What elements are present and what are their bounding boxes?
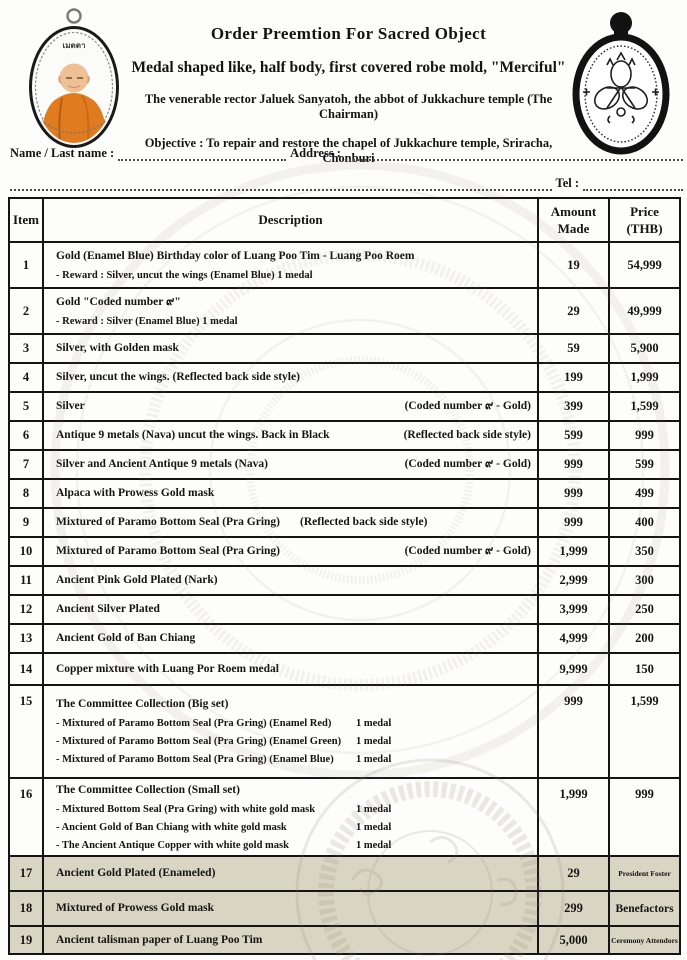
table-row	[9, 288, 680, 334]
description-text: Ancient Silver Plated	[56, 603, 160, 615]
table-row	[9, 926, 680, 954]
sub-item-quantity: 1 medal	[356, 803, 392, 815]
description-cell	[43, 595, 538, 624]
item-number: 16	[9, 778, 43, 856]
amount-made-value: 999	[538, 685, 609, 778]
item-number: 13	[9, 624, 43, 653]
address-field-line-2	[10, 186, 552, 191]
price-value: 150	[609, 653, 680, 685]
item-number: 3	[9, 334, 43, 363]
table-row	[9, 685, 680, 778]
description-text: Silver	[56, 400, 85, 412]
item-number: 15	[9, 685, 43, 778]
table-row	[9, 566, 680, 595]
description-cell	[43, 926, 538, 954]
item-number: 10	[9, 537, 43, 566]
col-header-description: Description	[43, 198, 538, 242]
address-label: Address :	[290, 146, 341, 160]
price-value: 250	[609, 595, 680, 624]
description-text: The Committee Collection (Small set)	[56, 783, 240, 796]
item-number: 7	[9, 450, 43, 479]
price-value: 1,599	[609, 685, 680, 778]
item-number: 8	[9, 479, 43, 508]
chairman-line: The venerable rector Jaluek Sanyatoh, the abbot of Jukkachure temple (The Chairman)	[144, 92, 553, 121]
description-note: (Reflected back side style)	[403, 429, 531, 441]
description-cell	[43, 288, 538, 334]
table-row	[9, 508, 680, 537]
description-cell	[43, 421, 538, 450]
tel-field-line	[583, 186, 683, 191]
table-row	[9, 334, 680, 363]
item-number: 6	[9, 421, 43, 450]
price-value: Ceremony Attendors	[609, 926, 680, 954]
price-value: 200	[609, 624, 680, 653]
description-note: (Coded number ๙ - Gold)	[404, 458, 531, 470]
sub-item-line: - Mixtured of Paramo Bottom Seal (Pra Gring) (Enamel Blue) 1 medal	[56, 754, 392, 765]
description-text: Mixtured of Paramo Bottom Seal (Pra Gring)	[56, 545, 280, 557]
item-number: 14	[9, 653, 43, 685]
sub-item-line: - Mixtured of Paramo Bottom Seal (Pra Gring) (Enamel Green) 1 medal	[56, 736, 392, 747]
description-text: Alpaca with Prowess Gold mask	[56, 487, 215, 499]
address-field-line	[345, 156, 683, 161]
medal-subtitle: Medal shaped like, half body, first covered robe mold, "Merciful"	[131, 59, 566, 76]
description-cell	[43, 566, 538, 595]
table-row	[9, 856, 680, 891]
table-header-row	[9, 198, 680, 242]
description-cell	[43, 508, 538, 537]
price-value: 54,999	[609, 242, 680, 288]
description-text: Ancient Pink Gold Plated (Nark)	[56, 574, 218, 586]
sub-item-quantity: 1 medal	[356, 718, 392, 729]
description-text: Copper mixture with Luang Por Roem medal	[56, 662, 279, 675]
sub-item-line: - Ancient Gold of Ban Chiang with white gold mask 1 medal	[56, 821, 392, 833]
item-number: 2	[9, 288, 43, 334]
address2-tel-line	[10, 176, 683, 191]
description-cell	[43, 778, 538, 856]
table-row	[9, 537, 680, 566]
sub-item-line: - Mixtured Bottom Seal (Pra Gring) with white gold mask 1 medal	[56, 803, 392, 815]
amount-made-value: 1,999	[538, 537, 609, 566]
amount-made-value: 9,999	[538, 653, 609, 685]
name-label: Name / Last name :	[10, 146, 115, 160]
description-text: Silver, with Golden mask	[56, 342, 179, 354]
medal-ring-icon	[68, 10, 81, 23]
description-cell	[43, 653, 538, 685]
description-text: Antique 9 metals (Nava) uncut the wings. Back in Black	[56, 429, 330, 441]
description-cell	[43, 537, 538, 566]
amount-made-value: 999	[538, 450, 609, 479]
amount-made-value: 59	[538, 334, 609, 363]
col-header-amount: Amount Made	[538, 198, 609, 242]
page-title: Order Preemtion For Sacred Object	[210, 24, 487, 43]
table-row	[9, 242, 680, 288]
description-cell	[43, 624, 538, 653]
description-text: Ancient Gold Plated (Enameled)	[56, 867, 216, 879]
sub-item-line: - Mixtured of Paramo Bottom Seal (Pra Gring) (Enamel Red) 1 medal	[56, 718, 392, 729]
price-value: President Foster	[609, 856, 680, 891]
description-cell	[43, 891, 538, 926]
objective-line: Objective : To repair and restore the chapel of Jukkachure temple, Sriracha, Chonburi	[144, 136, 553, 165]
col-header-item: Item	[9, 198, 43, 242]
description-text: Gold "Coded number ๙"	[56, 295, 181, 308]
item-number: 17	[9, 856, 43, 891]
description-text: Silver and Ancient Antique 9 metals (Nava)	[56, 458, 268, 470]
table-row	[9, 624, 680, 653]
item-number: 9	[9, 508, 43, 537]
amount-made-value: 299	[538, 891, 609, 926]
table-row	[9, 595, 680, 624]
description-note: (Coded number ๙ - Gold)	[404, 400, 531, 412]
name-field-line	[118, 156, 286, 161]
sub-item-quantity: 1 medal	[356, 754, 392, 765]
description-cell	[43, 242, 538, 288]
amount-made-value: 3,999	[538, 595, 609, 624]
table-row	[9, 891, 680, 926]
amount-made-value: 5,000	[538, 926, 609, 954]
table-row	[9, 450, 680, 479]
table-row	[9, 392, 680, 421]
price-value: 49,999	[609, 288, 680, 334]
description-note: (Reflected back side style)	[300, 516, 428, 528]
table-row	[9, 363, 680, 392]
item-number: 1	[9, 242, 43, 288]
amount-made-value: 399	[538, 392, 609, 421]
amount-made-value: 999	[538, 508, 609, 537]
description-cell	[43, 450, 538, 479]
description-cell	[43, 479, 538, 508]
description-text: The Committee Collection (Big set)	[56, 698, 229, 710]
table-row	[9, 421, 680, 450]
price-value: 400	[609, 508, 680, 537]
table-row	[9, 653, 680, 685]
amount-made-value: 999	[538, 479, 609, 508]
price-value: 1,599	[609, 392, 680, 421]
price-value: Benefactors	[609, 891, 680, 926]
price-value: 300	[609, 566, 680, 595]
description-cell	[43, 363, 538, 392]
monk-portrait-medal	[24, 6, 124, 157]
description-cell	[43, 856, 538, 891]
name-address-line	[10, 146, 683, 161]
amount-made-value: 4,999	[538, 624, 609, 653]
description-cell	[43, 392, 538, 421]
amount-made-value: 1,999	[538, 778, 609, 856]
item-number: 11	[9, 566, 43, 595]
sub-item-line: - The Ancient Antique Copper with white gold mask 1 medal	[56, 839, 392, 851]
description-text: Ancient Gold of Ban Chiang	[56, 632, 196, 644]
description-text: Ancient talisman paper of Luang Poo Tim	[56, 933, 263, 946]
price-value: 999	[609, 421, 680, 450]
monk-head	[60, 64, 89, 93]
sub-item-quantity: 1 medal	[356, 821, 392, 833]
col-header-price: Price (THB)	[609, 198, 680, 242]
price-value: 599	[609, 450, 680, 479]
amount-made-value: 29	[538, 856, 609, 891]
item-number: 5	[9, 392, 43, 421]
description-text: Gold (Enamel Blue) Birthday color of Luang Poo Tim - Luang Poo Roem	[56, 249, 415, 262]
description-text: Mixtured of Paramo Bottom Seal (Pra Gring)	[56, 516, 280, 528]
description-cell	[43, 685, 538, 778]
description-cell	[43, 334, 538, 363]
price-table	[8, 197, 681, 955]
price-value: 999	[609, 778, 680, 856]
price-value: 1,999	[609, 363, 680, 392]
description-text: Silver, uncut the wings. (Reflected back side style)	[56, 371, 300, 383]
price-value: 5,900	[609, 334, 680, 363]
amount-made-value: 599	[538, 421, 609, 450]
amount-made-value: 199	[538, 363, 609, 392]
amount-made-value: 29	[538, 288, 609, 334]
item-number: 19	[9, 926, 43, 954]
table-row	[9, 778, 680, 856]
sub-item-quantity: 1 medal	[356, 736, 392, 747]
table-row	[9, 479, 680, 508]
tel-label: Tel :	[555, 176, 579, 190]
medal-inscription: เมตตา	[62, 41, 86, 50]
item-number: 12	[9, 595, 43, 624]
price-value: 350	[609, 537, 680, 566]
temple-seal	[569, 8, 673, 163]
price-value: 499	[609, 479, 680, 508]
description-text: Mixtured of Prowess Gold mask	[56, 902, 215, 914]
sub-item-line: - Reward : Silver (Enamel Blue) 1 medal	[56, 315, 238, 327]
item-number: 4	[9, 363, 43, 392]
amount-made-value: 2,999	[538, 566, 609, 595]
description-note: (Coded number ๙ - Gold)	[404, 545, 531, 557]
item-number: 18	[9, 891, 43, 926]
sub-item-line: - Reward : Silver, uncut the wings (Enamel Blue) 1 medal	[56, 269, 313, 281]
amount-made-value: 19	[538, 242, 609, 288]
sub-item-quantity: 1 medal	[356, 839, 392, 851]
